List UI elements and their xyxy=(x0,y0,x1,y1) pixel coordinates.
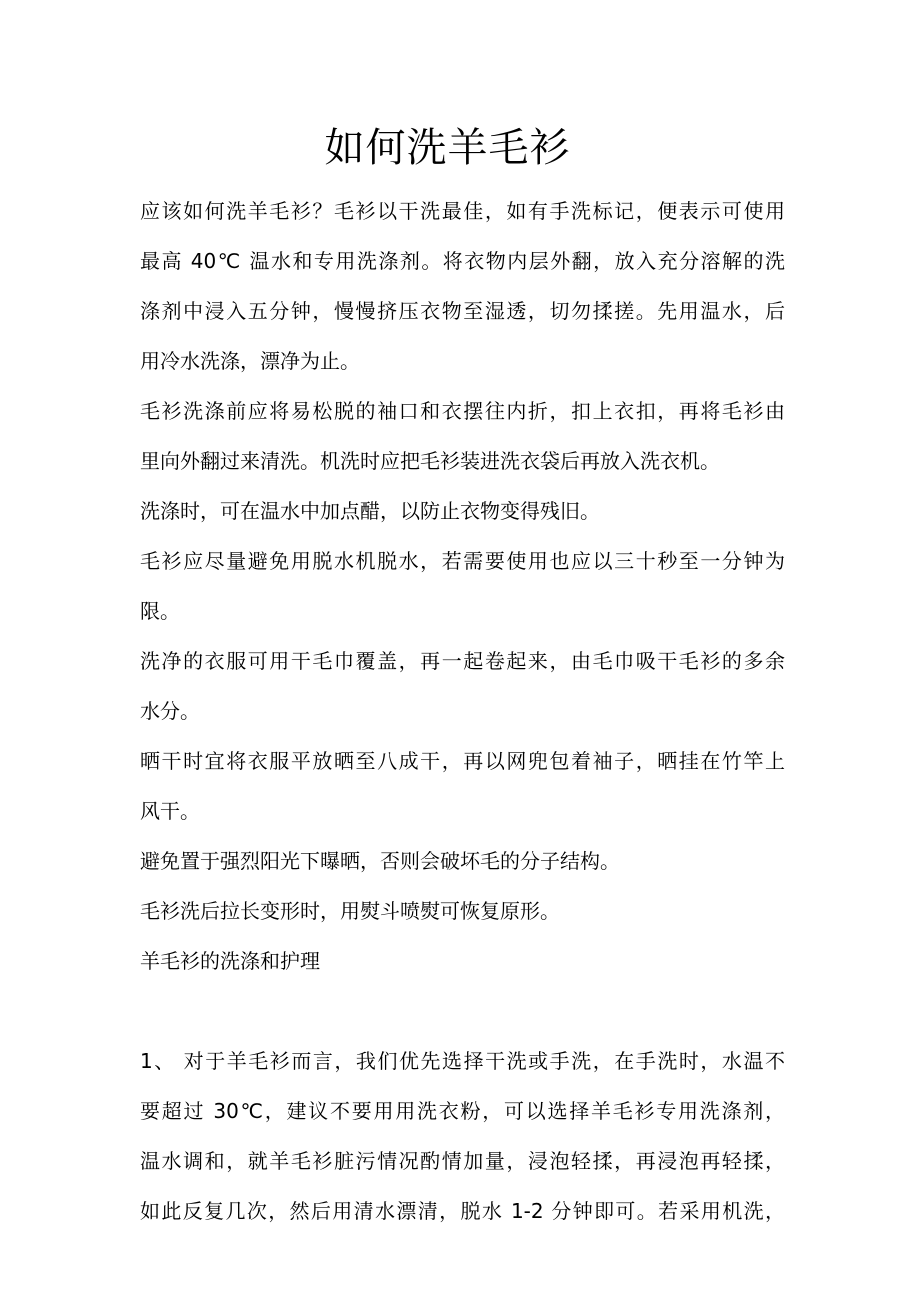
text-line: 涤剂中浸入五分钟，慢慢挤压衣物至湿透，切勿揉搓。先用温水，后 xyxy=(140,299,785,323)
text-line: 要超过 30℃，建议不要用用洗衣粉，可以选择羊毛衫专用洗涤剂， xyxy=(140,1099,785,1123)
text-line: 风干。 xyxy=(140,799,200,823)
text-line: 1、 对于羊毛衫而言，我们优先选择干洗或手洗，在手洗时，水温不 xyxy=(140,1049,785,1073)
blank-line xyxy=(140,986,785,1036)
text-line: 洗涤时，可在温水中加点醋，以防止衣物变得残旧。 xyxy=(140,499,600,523)
text-line: 限。 xyxy=(140,599,180,623)
text-line: 毛衫洗后拉长变形时，用熨斗喷熨可恢复原形。 xyxy=(140,899,560,923)
text-line: 毛衫应尽量避免用脱水机脱水，若需要使用也应以三十秒至一分钟为 xyxy=(140,549,785,573)
text-line: 应该如何洗羊毛衫？毛衫以干洗最佳，如有手洗标记，便表示可使用 xyxy=(140,199,785,223)
document-body xyxy=(140,186,785,1236)
text-line: 温水调和，就羊毛衫脏污情况酌情加量，浸泡轻揉，再浸泡再轻揉， xyxy=(140,1149,785,1173)
document-title: 如何洗羊毛衫 xyxy=(324,125,571,171)
text-line: 避免置于强烈阳光下曝晒，否则会破坏毛的分子结构。 xyxy=(140,849,620,873)
text-line: 晒干时宜将衣服平放晒至八成干，再以网兜包着袖子，晒挂在竹竿上 xyxy=(140,749,785,773)
text-line: 如此反复几次，然后用清水漂清，脱水 1-2 分钟即可。若采用机洗， xyxy=(140,1199,785,1223)
text-line: 用冷水洗涤，漂净为止。 xyxy=(140,349,360,373)
text-line: 里向外翻过来清洗。机洗时应把毛衫装进洗衣袋后再放入洗衣机。 xyxy=(140,449,720,473)
section-heading: 羊毛衫的洗涤和护理 xyxy=(140,949,320,973)
text-line: 毛衫洗涤前应将易松脱的袖口和衣摆往内折，扣上衣扣，再将毛衫由 xyxy=(140,399,785,423)
text-line: 洗净的衣服可用干毛巾覆盖，再一起卷起来，由毛巾吸干毛衫的多余 xyxy=(140,649,785,673)
text-line: 最高 40℃ 温水和专用洗涤剂。将衣物内层外翻，放入充分溶解的洗 xyxy=(140,249,785,273)
text-line: 水分。 xyxy=(140,699,200,723)
